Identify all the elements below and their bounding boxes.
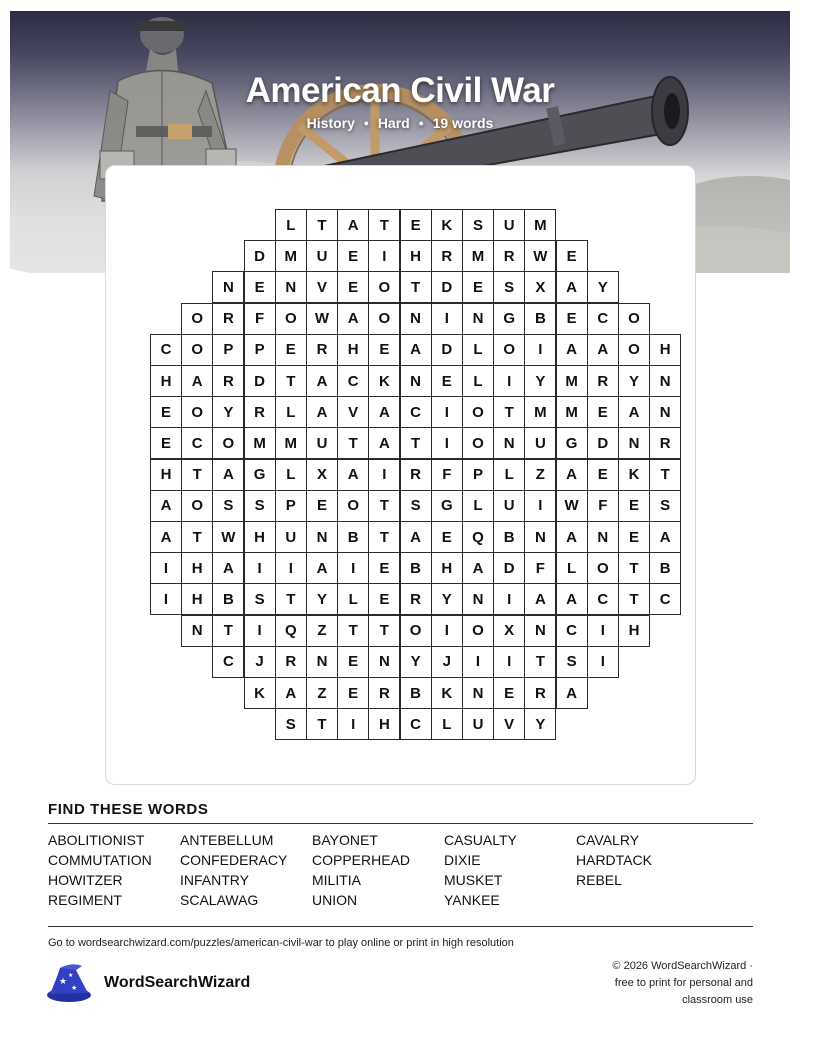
grid-cell[interactable]: D [587, 427, 619, 459]
grid-cell[interactable]: O [618, 334, 650, 366]
grid-cell[interactable]: N [462, 677, 494, 709]
grid-cell[interactable]: H [244, 521, 276, 553]
subject-label: History [306, 115, 355, 131]
grid-cell[interactable]: M [275, 240, 307, 272]
grid-cell[interactable]: F [431, 459, 463, 491]
grid-cell[interactable]: T [618, 552, 650, 584]
grid-cell[interactable]: I [462, 646, 494, 678]
grid-cell[interactable]: H [618, 615, 650, 647]
grid-cell[interactable]: B [400, 677, 432, 709]
grid-cell[interactable]: M [462, 240, 494, 272]
grid-cell[interactable]: A [587, 334, 619, 366]
grid-cell[interactable]: T [400, 427, 432, 459]
grid-cell[interactable]: R [400, 459, 432, 491]
svg-text:★: ★ [59, 977, 68, 987]
grid-cell[interactable]: F [244, 303, 276, 335]
grid-cell[interactable]: A [337, 303, 369, 335]
grid-cell[interactable]: Y [306, 583, 338, 615]
grid-cell[interactable]: Y [212, 396, 244, 428]
grid-cell[interactable]: N [618, 427, 650, 459]
word-item: DIXIE [444, 852, 481, 868]
grid-cell[interactable]: A [462, 552, 494, 584]
grid-cell[interactable]: N [212, 271, 244, 303]
grid-cell[interactable]: C [337, 365, 369, 397]
grid-cell[interactable]: T [368, 209, 400, 241]
grid-cell[interactable]: N [400, 303, 432, 335]
grid-cell[interactable]: I [275, 552, 307, 584]
grid-cell[interactable]: E [306, 490, 338, 522]
grid-cell[interactable]: Y [431, 583, 463, 615]
brand-logo [46, 962, 250, 1004]
grid-cell[interactable]: R [244, 396, 276, 428]
divider [48, 823, 753, 824]
grid-cell[interactable]: Q [275, 615, 307, 647]
grid-cell[interactable]: U [306, 240, 338, 272]
grid-cell[interactable]: G [244, 459, 276, 491]
word-item: HARDTACK [576, 852, 652, 868]
grid-cell[interactable]: L [556, 552, 588, 584]
grid-cell[interactable]: H [649, 334, 681, 366]
grid-cell[interactable]: D [431, 334, 463, 366]
grid-cell[interactable]: I [368, 240, 400, 272]
grid-cell[interactable]: O [462, 615, 494, 647]
grid-cell[interactable]: A [556, 459, 588, 491]
grid-cell[interactable]: E [368, 334, 400, 366]
grid-cell[interactable]: M [556, 365, 588, 397]
grid-cell[interactable]: M [244, 427, 276, 459]
grid-cell[interactable]: S [462, 209, 494, 241]
grid-cell[interactable]: L [275, 209, 307, 241]
grid-cell[interactable]: A [556, 677, 588, 709]
grid-cell[interactable]: C [556, 615, 588, 647]
grid-cell[interactable]: H [368, 708, 400, 740]
grid-cell[interactable]: A [181, 365, 213, 397]
grid-cell[interactable]: H [400, 240, 432, 272]
word-item: SCALAWAG [180, 892, 259, 908]
grid-cell[interactable]: C [150, 334, 182, 366]
grid-cell[interactable]: D [493, 552, 525, 584]
grid-cell[interactable]: D [244, 365, 276, 397]
grid-cell[interactable]: W [524, 240, 556, 272]
grid-cell[interactable]: E [337, 240, 369, 272]
grid-cell[interactable]: A [150, 521, 182, 553]
grid-cell[interactable]: R [306, 334, 338, 366]
grid-cell[interactable]: E [493, 677, 525, 709]
grid-cell[interactable]: O [462, 427, 494, 459]
grid-cell[interactable]: E [337, 271, 369, 303]
grid-cell[interactable]: I [337, 552, 369, 584]
grid-cell[interactable]: U [524, 427, 556, 459]
grid-cell[interactable]: B [493, 521, 525, 553]
grid-cell[interactable]: J [244, 646, 276, 678]
grid-cell[interactable]: N [462, 303, 494, 335]
grid-cell[interactable]: U [493, 209, 525, 241]
grid-cell[interactable]: K [368, 365, 400, 397]
divider [48, 926, 753, 927]
grid-cell[interactable]: L [462, 365, 494, 397]
grid-cell[interactable]: Z [306, 615, 338, 647]
word-item: ANTEBELLUM [180, 832, 274, 848]
grid-cell[interactable]: I [493, 365, 525, 397]
word-item: INFANTRY [180, 872, 249, 888]
grid-cell[interactable]: E [150, 396, 182, 428]
word-item: COMMUTATION [48, 852, 152, 868]
grid-cell[interactable]: E [431, 365, 463, 397]
grid-cell[interactable]: O [400, 615, 432, 647]
grid-cell[interactable]: D [244, 240, 276, 272]
grid-cell[interactable]: X [306, 459, 338, 491]
grid-cell[interactable]: R [368, 677, 400, 709]
word-item: MUSKET [444, 872, 503, 888]
grid-cell[interactable]: E [618, 490, 650, 522]
copyright-notice [573, 958, 753, 1009]
grid-cell[interactable]: Y [524, 708, 556, 740]
grid-cell[interactable]: M [524, 396, 556, 428]
grid-cell[interactable]: H [181, 552, 213, 584]
grid-cell[interactable]: N [306, 521, 338, 553]
wizard-hat-icon [46, 962, 92, 1004]
grid-cell[interactable]: X [493, 615, 525, 647]
word-count-label: 19 words [432, 115, 494, 131]
grid-cell[interactable]: Y [400, 646, 432, 678]
grid-cell[interactable]: O [212, 427, 244, 459]
grid-cell[interactable]: L [275, 459, 307, 491]
grid-cell[interactable]: C [400, 708, 432, 740]
grid-cell[interactable]: B [400, 552, 432, 584]
grid-cell[interactable]: E [368, 552, 400, 584]
grid-cell[interactable]: T [368, 615, 400, 647]
grid-cell[interactable]: A [400, 521, 432, 553]
grid-cell[interactable]: N [275, 271, 307, 303]
grid-cell[interactable]: U [275, 521, 307, 553]
word-item: MILITIA [312, 872, 362, 888]
grid-cell[interactable]: A [649, 521, 681, 553]
grid-cell[interactable]: S [556, 646, 588, 678]
brand-name: WordSearchWizard [104, 974, 251, 991]
grid-cell[interactable]: R [212, 365, 244, 397]
grid-cell[interactable]: C [212, 646, 244, 678]
grid-cell[interactable]: S [275, 708, 307, 740]
grid-cell[interactable]: T [524, 646, 556, 678]
grid-cell[interactable]: A [212, 459, 244, 491]
grid-cell[interactable]: E [275, 334, 307, 366]
grid-cell[interactable]: M [524, 209, 556, 241]
grid-cell[interactable]: R [212, 303, 244, 335]
grid-cell[interactable]: G [431, 490, 463, 522]
grid-cell[interactable]: S [244, 583, 276, 615]
word-item: HOWITZER [48, 872, 123, 888]
grid-cell[interactable]: A [337, 459, 369, 491]
grid-cell[interactable]: I [337, 708, 369, 740]
svg-text:★: ★ [71, 984, 78, 992]
grid-cell[interactable]: X [524, 271, 556, 303]
grid-cell[interactable]: N [587, 521, 619, 553]
grid-cell[interactable]: T [181, 521, 213, 553]
grid-cell[interactable]: L [431, 708, 463, 740]
grid-cell[interactable]: E [618, 521, 650, 553]
grid-cell[interactable]: S [400, 490, 432, 522]
grid-cell[interactable]: O [275, 303, 307, 335]
grid-cell[interactable]: Y [618, 365, 650, 397]
grid-cell[interactable]: P [462, 459, 494, 491]
grid-cell[interactable]: I [493, 583, 525, 615]
grid-cell[interactable]: I [150, 552, 182, 584]
grid-cell[interactable]: N [493, 427, 525, 459]
grid-cell[interactable]: I [431, 303, 463, 335]
grid-cell[interactable]: E [400, 209, 432, 241]
grid-cell[interactable]: I [150, 583, 182, 615]
grid-cell[interactable]: R [275, 646, 307, 678]
grid-cell[interactable]: R [431, 240, 463, 272]
grid-cell[interactable]: R [649, 427, 681, 459]
grid-cell[interactable]: S [649, 490, 681, 522]
grid-cell[interactable]: H [150, 459, 182, 491]
grid-cell[interactable]: V [306, 271, 338, 303]
grid-cell[interactable]: C [181, 427, 213, 459]
grid-cell[interactable]: M [275, 427, 307, 459]
grid-cell[interactable]: T [337, 615, 369, 647]
copyright-line: free to print for personal and [614, 977, 753, 989]
grid-cell[interactable]: N [524, 615, 556, 647]
grid-cell[interactable]: B [524, 303, 556, 335]
grid-cell[interactable]: H [181, 583, 213, 615]
grid-cell[interactable]: O [618, 303, 650, 335]
copyright-line: classroom use [682, 994, 753, 1006]
grid-cell[interactable]: I [431, 615, 463, 647]
grid-cell[interactable]: T [368, 521, 400, 553]
grid-cell[interactable]: T [400, 271, 432, 303]
goto-link-text: Go to wordsearchwizard.com/puzzles/american-civil-war to play online or print in high resolution [48, 937, 514, 949]
grid-cell[interactable]: N [649, 396, 681, 428]
grid-cell[interactable]: N [368, 646, 400, 678]
grid-cell[interactable]: O [462, 396, 494, 428]
word-item: CASUALTY [444, 832, 517, 848]
grid-cell[interactable]: W [306, 303, 338, 335]
grid-cell[interactable]: A [556, 521, 588, 553]
separator-dot: • [363, 115, 369, 131]
grid-cell[interactable]: M [556, 396, 588, 428]
grid-cell[interactable]: P [212, 334, 244, 366]
grid-cell[interactable]: O [337, 490, 369, 522]
grid-cell[interactable]: O [181, 303, 213, 335]
copyright-line: © 2026 WordSearchWizard · [612, 960, 753, 972]
grid-cell[interactable]: N [524, 521, 556, 553]
svg-text:★: ★ [68, 972, 74, 979]
letter-grid [150, 209, 681, 741]
grid-cell[interactable]: T [618, 583, 650, 615]
grid-cell[interactable]: B [212, 583, 244, 615]
grid-cell[interactable]: A [524, 583, 556, 615]
grid-cell[interactable]: T [306, 708, 338, 740]
grid-cell[interactable]: I [244, 552, 276, 584]
grid-cell[interactable]: N [649, 365, 681, 397]
grid-cell[interactable]: E [244, 271, 276, 303]
grid-cell[interactable]: T [337, 427, 369, 459]
grid-cell[interactable]: S [244, 490, 276, 522]
grid-cell[interactable]: A [275, 677, 307, 709]
grid-cell[interactable]: H [150, 365, 182, 397]
grid-cell[interactable]: Z [306, 677, 338, 709]
grid-cell[interactable]: O [368, 303, 400, 335]
grid-cell[interactable]: T [493, 396, 525, 428]
grid-cell[interactable]: K [431, 677, 463, 709]
grid-cell[interactable]: G [556, 427, 588, 459]
word-item: ABOLITIONIST [48, 832, 145, 848]
grid-cell[interactable]: G [493, 303, 525, 335]
grid-cell[interactable]: C [587, 583, 619, 615]
grid-cell[interactable]: K [431, 209, 463, 241]
grid-cell[interactable]: L [275, 396, 307, 428]
grid-cell[interactable]: S [212, 490, 244, 522]
grid-cell[interactable]: A [337, 209, 369, 241]
grid-cell[interactable]: A [556, 271, 588, 303]
grid-cell[interactable]: O [181, 334, 213, 366]
puzzle-meta [10, 115, 790, 131]
grid-cell[interactable]: A [368, 427, 400, 459]
grid-cell[interactable]: T [212, 615, 244, 647]
grid-cell[interactable]: L [462, 334, 494, 366]
grid-cell[interactable]: I [524, 334, 556, 366]
grid-cell[interactable]: A [306, 365, 338, 397]
grid-cell[interactable]: U [462, 708, 494, 740]
grid-cell[interactable]: O [368, 271, 400, 303]
grid-cell[interactable]: O [181, 396, 213, 428]
grid-cell[interactable]: L [462, 490, 494, 522]
word-item: REBEL [576, 872, 622, 888]
grid-cell[interactable]: O [587, 552, 619, 584]
grid-cell[interactable]: E [431, 521, 463, 553]
grid-cell[interactable]: N [400, 365, 432, 397]
word-item: COPPERHEAD [312, 852, 411, 868]
grid-cell[interactable]: C [649, 583, 681, 615]
grid-cell[interactable]: T [275, 365, 307, 397]
grid-cell[interactable]: Q [462, 521, 494, 553]
grid-cell[interactable]: A [556, 334, 588, 366]
grid-cell[interactable]: A [618, 396, 650, 428]
grid-cell[interactable]: T [275, 583, 307, 615]
word-item: YANKEE [444, 892, 500, 908]
grid-cell[interactable]: I [244, 615, 276, 647]
separator-dot: • [418, 115, 424, 131]
grid-cell[interactable]: E [556, 240, 588, 272]
grid-cell[interactable]: A [400, 334, 432, 366]
grid-cell[interactable]: J [431, 646, 463, 678]
grid-cell[interactable]: T [306, 209, 338, 241]
grid-cell[interactable]: W [212, 521, 244, 553]
grid-cell[interactable]: A [556, 583, 588, 615]
grid-cell[interactable]: L [337, 583, 369, 615]
word-item: CONFEDERACY [180, 852, 288, 868]
word-item: REGIMENT [48, 892, 122, 908]
grid-cell[interactable]: V [337, 396, 369, 428]
grid-cell[interactable]: U [493, 490, 525, 522]
grid-cell[interactable]: E [587, 396, 619, 428]
grid-cell[interactable]: R [400, 583, 432, 615]
grid-cell[interactable]: C [587, 303, 619, 335]
grid-cell[interactable]: A [306, 396, 338, 428]
grid-cell[interactable]: Z [524, 459, 556, 491]
grid-cell[interactable]: T [181, 459, 213, 491]
grid-cell[interactable]: W [556, 490, 588, 522]
page-title: American Civil War [245, 71, 555, 110]
grid-cell[interactable]: K [244, 677, 276, 709]
grid-cell[interactable]: E [587, 459, 619, 491]
grid-cell[interactable]: A [368, 396, 400, 428]
grid-cell[interactable]: A [150, 490, 182, 522]
grid-cell[interactable]: P [275, 490, 307, 522]
grid-cell[interactable]: B [337, 521, 369, 553]
grid-cell[interactable]: N [462, 583, 494, 615]
grid-cell[interactable]: H [431, 552, 463, 584]
grid-cell[interactable]: R [524, 677, 556, 709]
grid-cell[interactable]: T [649, 459, 681, 491]
grid-cell[interactable]: A [212, 552, 244, 584]
grid-cell[interactable]: I [431, 396, 463, 428]
grid-cell[interactable]: E [150, 427, 182, 459]
difficulty-label: Hard [377, 115, 410, 131]
grid-cell[interactable]: E [337, 646, 369, 678]
grid-cell[interactable]: F [524, 552, 556, 584]
grid-cell[interactable]: E [337, 677, 369, 709]
grid-cell[interactable]: I [587, 615, 619, 647]
word-item: BAYONET [312, 832, 378, 848]
grid-cell[interactable]: C [400, 396, 432, 428]
grid-cell[interactable]: I [493, 646, 525, 678]
grid-cell[interactable]: I [368, 459, 400, 491]
grid-cell[interactable]: Y [524, 365, 556, 397]
grid-cell[interactable]: I [431, 427, 463, 459]
grid-cell[interactable]: D [431, 271, 463, 303]
grid-cell[interactable]: P [244, 334, 276, 366]
grid-cell[interactable]: N [306, 646, 338, 678]
word-item: CAVALRY [576, 832, 640, 848]
grid-cell[interactable]: T [368, 490, 400, 522]
grid-cell[interactable]: I [587, 646, 619, 678]
word-item: UNION [312, 892, 358, 908]
grid-cell[interactable]: I [524, 490, 556, 522]
grid-cell[interactable]: E [462, 271, 494, 303]
grid-cell[interactable]: R [587, 365, 619, 397]
grid-cell[interactable]: K [618, 459, 650, 491]
grid-cell[interactable]: Y [587, 271, 619, 303]
grid-cell[interactable]: A [306, 552, 338, 584]
grid-cell[interactable]: B [649, 552, 681, 584]
grid-cell[interactable]: H [337, 334, 369, 366]
grid-cell[interactable]: S [493, 271, 525, 303]
grid-cell[interactable]: E [556, 303, 588, 335]
grid-cell[interactable]: O [181, 490, 213, 522]
find-words-heading: FIND THESE WORDS [48, 801, 209, 818]
grid-cell[interactable]: F [587, 490, 619, 522]
grid-cell[interactable]: N [181, 615, 213, 647]
grid-cell[interactable]: R [493, 240, 525, 272]
grid-cell[interactable]: V [493, 708, 525, 740]
grid-cell[interactable]: E [368, 583, 400, 615]
grid-cell[interactable]: O [493, 334, 525, 366]
grid-cell[interactable]: U [306, 427, 338, 459]
grid-cell[interactable]: L [493, 459, 525, 491]
